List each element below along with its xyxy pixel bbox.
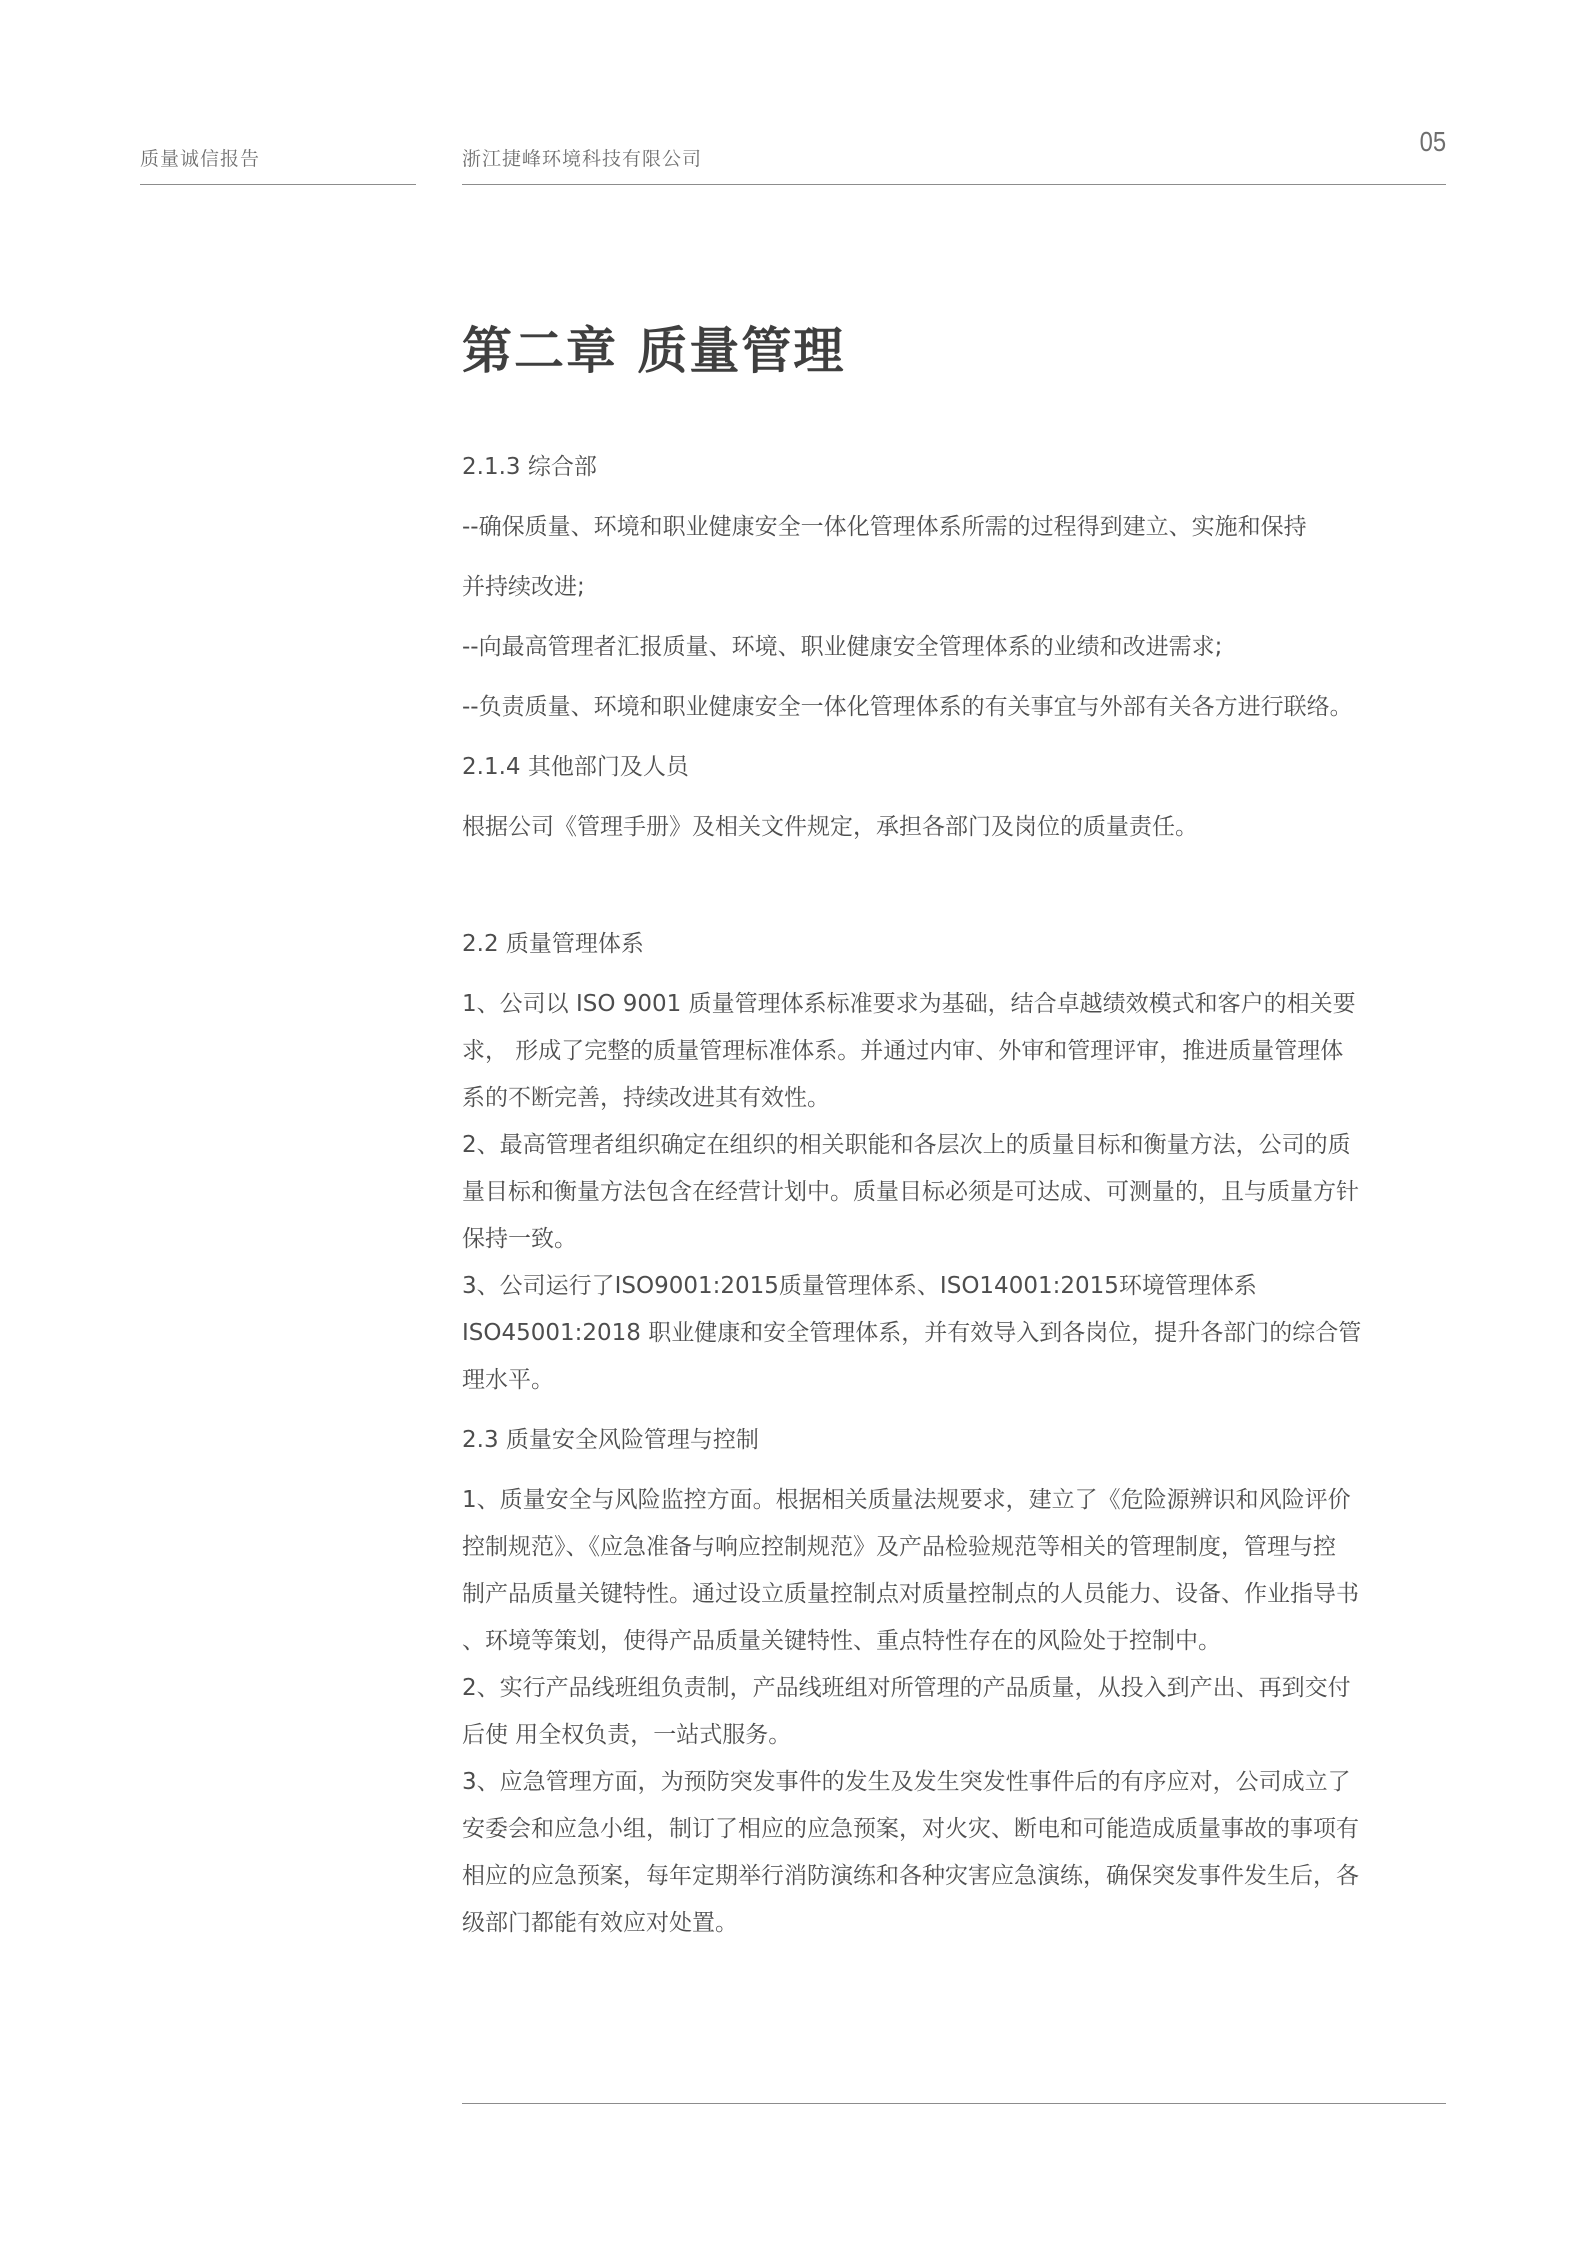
paragraph-line: 2、实行产品线班组负责制，产品线班组对所管理的产品质量，从投入到产出、再到交付 — [462, 1675, 1351, 1701]
paragraph-line: ISO45001:2018 职业健康和安全管理体系，并有效导入到各岗位，提升各部门的综合管 — [462, 1320, 1362, 1346]
paragraph-line: 后使 用全权负责，一站式服务。 — [462, 1722, 792, 1748]
paragraph-line: 2、最高管理者组织确定在组织的相关职能和各层次上的质量目标和衡量方法，公司的质 — [462, 1132, 1351, 1158]
paragraph-line: 安委会和应急小组，制订了相应的应急预案，对火灾、断电和可能造成质量事故的事项有 — [462, 1816, 1359, 1842]
body-line: --负责质量、环境和职业健康安全一体化管理体系的有关事宜与外部有关各方进行联络。 — [462, 694, 1353, 720]
company-name: 浙江捷峰环境科技有限公司 — [462, 148, 703, 170]
body-line: --确保质量、环境和职业健康安全一体化管理体系所需的过程得到建立、实施和保持 — [462, 514, 1307, 540]
paragraph-line: 保持一致。 — [462, 1226, 577, 1252]
paragraph-line: 理水平。 — [462, 1367, 554, 1393]
paragraph-line: 求， 形成了完整的质量管理标准体系。并通过内审、外审和管理评审，推进质量管理体 — [462, 1038, 1344, 1064]
section-heading-2-1-3: 2.1.3 综合部 — [462, 454, 597, 480]
section-heading-2-1-4: 2.1.4 其他部门及人员 — [462, 754, 689, 780]
section-heading-2-3: 2.3 质量安全风险管理与控制 — [462, 1427, 759, 1453]
paragraph-line: 级部门都能有效应对处置。 — [462, 1910, 738, 1936]
paragraph-2-2-1 — [462, 981, 1446, 1122]
paragraph-line: 3、公司运行了ISO9001:2015质量管理体系、ISO14001:2015环境管理体系 — [462, 1273, 1257, 1299]
paragraph-2-2-3 — [462, 1263, 1446, 1404]
paragraph-2-3-1 — [462, 1477, 1446, 1665]
footer-divider — [462, 2103, 1446, 2104]
paragraph-line: 、环境等策划，使得产品质量关键特性、重点特性存在的风险处于控制中。 — [462, 1628, 1221, 1654]
report-title: 质量诚信报告 — [140, 148, 261, 170]
paragraph-line: 1、公司以 ISO 9001 质量管理体系标准要求为基础，结合卓越绩效模式和客户的相关要 — [462, 991, 1356, 1017]
body-line: --向最高管理者汇报质量、环境、职业健康安全管理体系的业绩和改进需求; — [462, 634, 1223, 660]
page-number: 05 — [1419, 126, 1446, 157]
section-heading-2-2: 2.2 质量管理体系 — [462, 931, 644, 957]
header-left — [140, 140, 416, 185]
paragraph-2-3-3 — [462, 1759, 1446, 1947]
header-right — [462, 126, 1446, 185]
paragraph-line: 相应的应急预案，每年定期举行消防演练和各种灾害应急演练，确保突发事件发生后，各 — [462, 1863, 1359, 1889]
paragraph-line: 3、应急管理方面，为预防突发事件的发生及发生突发性事件后的有序应对，公司成立了 — [462, 1769, 1351, 1795]
body-line: 根据公司《管理手册》及相关文件规定，承担各部门及岗位的质量责任。 — [462, 814, 1198, 840]
paragraph-line: 控制规范》、《应急准备与响应控制规范》及产品检验规范等相关的管理制度，管理与控 — [462, 1534, 1336, 1560]
paragraph-2-2-2 — [462, 1122, 1446, 1263]
chapter-title: 第二章 质量管理 — [462, 322, 846, 380]
paragraph-2-3-2 — [462, 1665, 1446, 1759]
paragraph-line: 量目标和衡量方法包含在经营计划中。质量目标必须是可达成、可测量的，且与质量方针 — [462, 1179, 1359, 1205]
paragraph-line: 1、质量安全与风险监控方面。根据相关质量法规要求，建立了《危险源辨识和风险评价 — [462, 1487, 1351, 1513]
paragraph-line: 制产品质量关键特性。通过设立质量控制点对质量控制点的人员能力、设备、作业指导书 — [462, 1581, 1359, 1607]
main-content — [462, 320, 1446, 1947]
paragraph-line: 系的不断完善，持续改进其有效性。 — [462, 1085, 830, 1111]
body-line: 并持续改进; — [462, 574, 585, 600]
